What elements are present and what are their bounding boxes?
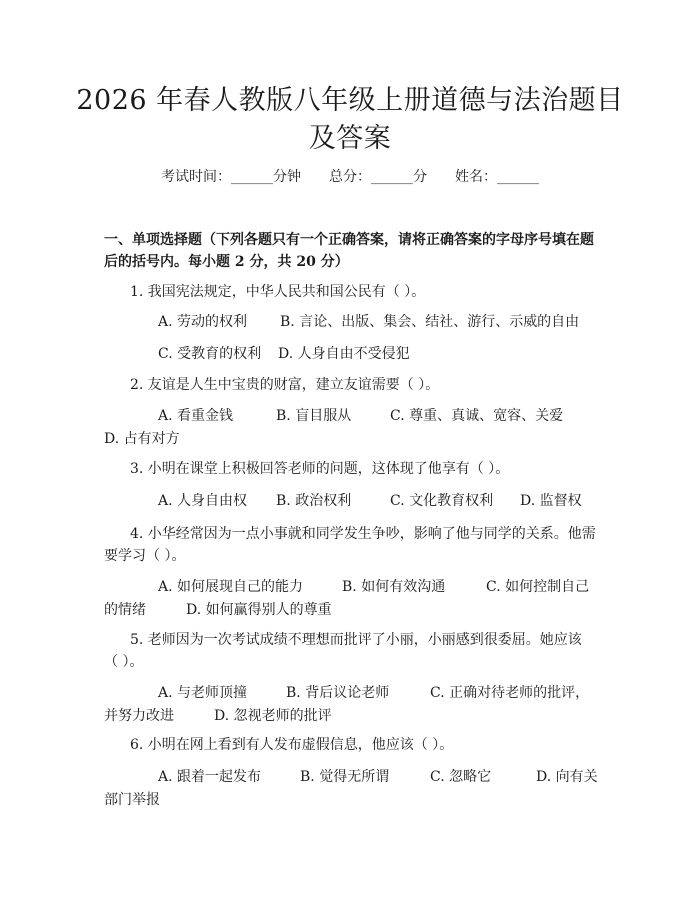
title-line-1: 2026 年春人教版八年级上册道德与法治题目 [76, 85, 624, 116]
question-6-option-a: A. 跟着一起发布 [158, 769, 262, 785]
question-1-option-a: A. 劳动的权利 [158, 314, 248, 330]
question-4-option-d: D. 如何赢得别人的尊重 [186, 602, 332, 618]
question-6-option-b: B. 觉得无所谓 [300, 769, 390, 785]
question-3-option-b: B. 政治权利 [276, 493, 352, 509]
question-4-options [104, 576, 604, 626]
question-6-option-c: C. 忽略它 [430, 769, 492, 785]
question-2-option-d: D. 占有对方 [104, 431, 180, 447]
question-5-stem-line-2: （ ）。 [104, 654, 144, 670]
question-4-stem-line-1: 4. 小华经常因为一点小事就和同学发生争吵，影响了他与同学的关系。他需 [130, 526, 596, 542]
question-1-options [104, 311, 604, 371]
question-2-options [104, 405, 604, 455]
question-2-option-a: A. 看重金钱 [158, 408, 234, 424]
question-5-stem-line-1: 5. 老师因为一次考试成绩不理想而批评了小丽，小丽感到很委屈。她应该 [130, 632, 582, 648]
question-3-option-c: C. 文化教育权利 [390, 493, 494, 509]
question-6-stem: 6. 小明在网上看到有人发布虚假信息，他应该（ ）。 [130, 737, 454, 753]
total-score: 总分：______分 [329, 169, 427, 185]
question-5-option-a: A. 与老师顶撞 [158, 685, 248, 701]
question-3-option-d: D. 监督权 [520, 493, 582, 509]
question-5-option-c: C. 正确对待老师的批评， [430, 685, 590, 701]
question-2-option-b: B. 盲目服从 [276, 408, 352, 424]
question-1-option-b: B. 言论、出版、集会、结社、游行、示威的自由 [280, 314, 580, 330]
question-1-option-c: C. 受教育的权利 [158, 346, 262, 362]
question-5-option-d: D. 忽视老师的批评 [214, 708, 332, 724]
title-line-2: 及答案 [308, 123, 392, 154]
exam-time: 考试时间：______分钟 [161, 169, 301, 185]
question-2-stem: 2. 友谊是人生中宝贵的财富，建立友谊需要（ ）。 [130, 377, 440, 393]
question-5-option-c-continued: 并努力改进 [104, 708, 174, 724]
question-3-stem: 3. 小明在课堂上积极回答老师的问题，这体现了他享有（ ）。 [130, 461, 510, 477]
question-4-option-c: C. 如何控制自己 [486, 579, 590, 595]
question-3-option-a: A. 人身自由权 [158, 493, 248, 509]
question-4-stem-line-2: 要学习（ ）。 [104, 548, 186, 564]
document-title [70, 82, 630, 158]
question-6-option-d: D. 向有关 [536, 769, 598, 785]
exam-info [0, 167, 700, 187]
section-heading-line-1: 一、单项选择题（下列各题只有一个正确答案，请将正确答案的字母序号填在题 [104, 232, 594, 248]
question-1-option-d: D. 人身自由不受侵犯 [278, 346, 410, 362]
question-1-stem: 1. 我国宪法规定，中华人民共和国公民有（ ）。 [130, 284, 426, 300]
student-name: 姓名：______ [455, 169, 539, 185]
question-3-options [104, 490, 604, 514]
section-heading [104, 229, 604, 273]
question-5-option-b: B. 背后议论老师 [286, 685, 390, 701]
question-5-options [104, 682, 604, 732]
question-6-option-d-continued: 部门举报 [104, 792, 160, 808]
question-2-option-c: C. 尊重、真诚、宽容、关爱 [390, 408, 564, 424]
question-4-option-a: A. 如何展现自己的能力 [158, 579, 304, 595]
question-4-option-b: B. 如何有效沟通 [342, 579, 446, 595]
question-4-stem [104, 523, 604, 567]
section-heading-line-2: 后的括号内。每小题 2 分，共 20 分） [104, 254, 349, 270]
question-4-option-c-continued: 的情绪 [104, 602, 146, 618]
question-5-stem [104, 629, 604, 673]
question-6-options [104, 766, 604, 816]
